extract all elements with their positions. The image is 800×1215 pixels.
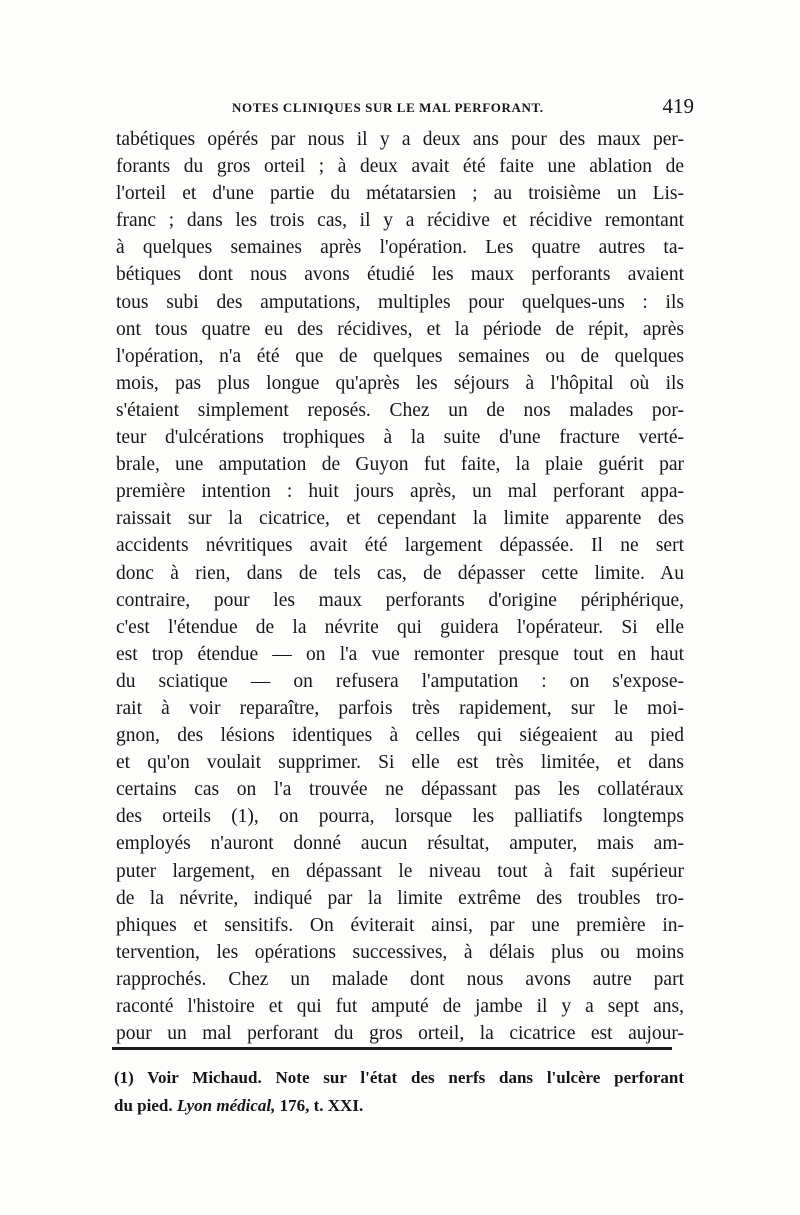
body-line: des orteils (1), on pourra, lorsque les palliatifs longtemps	[116, 806, 684, 828]
body-line: à quelques semaines après l'opération. Les quatre autres ta-	[116, 237, 684, 259]
body-line: raconté l'histoire et qui fut amputé de jambe il y a sept ans,	[116, 996, 684, 1017]
body-line: bétiques dont nous avons étudié les maux perforants avaient	[116, 264, 684, 286]
body-line: mois, pas plus longue qu'après les séjours à l'hôpital où ils	[116, 372, 684, 394]
body-line: tous subi des amputations, multiples pour quelques-uns : ils	[116, 291, 684, 313]
body-line: puter largement, en dépassant le niveau tout à fait supérieur	[116, 860, 684, 882]
body-line: employés n'auront donné aucun résultat, amputer, mais am-	[116, 833, 684, 855]
body-line: du sciatique — on refusera l'amputation : on s'expose-	[116, 670, 684, 692]
body-line: l'opération, n'a été que de quelques semaines ou de quelques	[116, 345, 684, 367]
body-line: s'étaient simplement reposés. Chez un de nos malades por-	[116, 399, 684, 421]
body-line: brale, une amputation de Guyon fut faite, la plaie guérit par	[116, 454, 684, 476]
body-line: teur d'ulcérations trophiques à la suite d'une fracture verté-	[116, 427, 684, 449]
footnote-divider	[112, 1047, 672, 1050]
journal-title: Lyon médical,	[176, 1096, 276, 1115]
body-line: gnon, des lésions identiques à celles qui siégeaient au pied	[116, 725, 684, 747]
body-line: raissait sur la cicatrice, et cependant la limite apparente des	[116, 508, 684, 530]
body-line: pour un mal perforant du gros orteil, la cicatrice est aujour-	[116, 1023, 684, 1045]
body-line: rapprochés. Chez un malade dont nous avons autre part	[116, 968, 684, 990]
body-line: tervention, les opérations successives, à délais plus ou moins	[116, 941, 684, 963]
body-line: l'orteil et d'une partie du métatarsien ; au troisième un Lis-	[116, 183, 684, 205]
body-line: et qu'on voulait supprimer. Si elle est très limitée, et dans	[116, 752, 684, 774]
footnote	[114, 1064, 684, 1120]
body-line: de la névrite, indiqué par la limite extrême des troubles tro-	[116, 887, 684, 909]
page-number: 419	[662, 94, 694, 118]
footnote-text: du pied.	[114, 1096, 173, 1115]
body-line: franc ; dans les trois cas, il y a récidive et récidive remontant	[116, 210, 684, 232]
footnote-line: (1) Voir Michaud. Note sur l'état des nerfs dans l'ulcère perforant	[114, 1068, 684, 1087]
body-line: certains cas on l'a trouvée ne dépassant pas les collatéraux	[116, 779, 684, 801]
body-line: rait à voir reparaître, parfois très rapidement, sur le moi-	[116, 697, 684, 719]
footnote-text: 176, t. XXI.	[279, 1096, 364, 1115]
body-line: donc à rien, dans de tels cas, de dépasser cette limite. Au	[116, 562, 684, 584]
body-line: c'est l'étendue de la névrite qui guidera l'opérateur. Si elle	[116, 616, 684, 638]
body-line: ont tous quatre eu des récidives, et la période de répit, après	[116, 318, 684, 340]
footnote-line	[114, 1092, 684, 1120]
running-title: NOTES CLINIQUES SUR LE MAL PERFORANT.	[232, 100, 544, 115]
body-line: tabétiques opérés par nous il y a deux ans pour des maux per-	[116, 129, 684, 150]
body-text	[116, 126, 684, 1047]
running-head	[114, 94, 694, 118]
body-line: contraire, pour les maux perforants d'origine périphérique,	[116, 589, 684, 611]
body-line: première intention : huit jours après, un mal perforant appa-	[116, 481, 684, 503]
body-line: accidents névritiques avait été largement dépassée. Il ne sert	[116, 535, 684, 557]
body-line: phiques et sensitifs. On éviterait ainsi, par une première in-	[116, 914, 684, 936]
body-line: est trop étendue — on l'a vue remonter presque tout en haut	[116, 643, 684, 665]
body-line: forants du gros orteil ; à deux avait été faite une ablation de	[116, 156, 684, 178]
